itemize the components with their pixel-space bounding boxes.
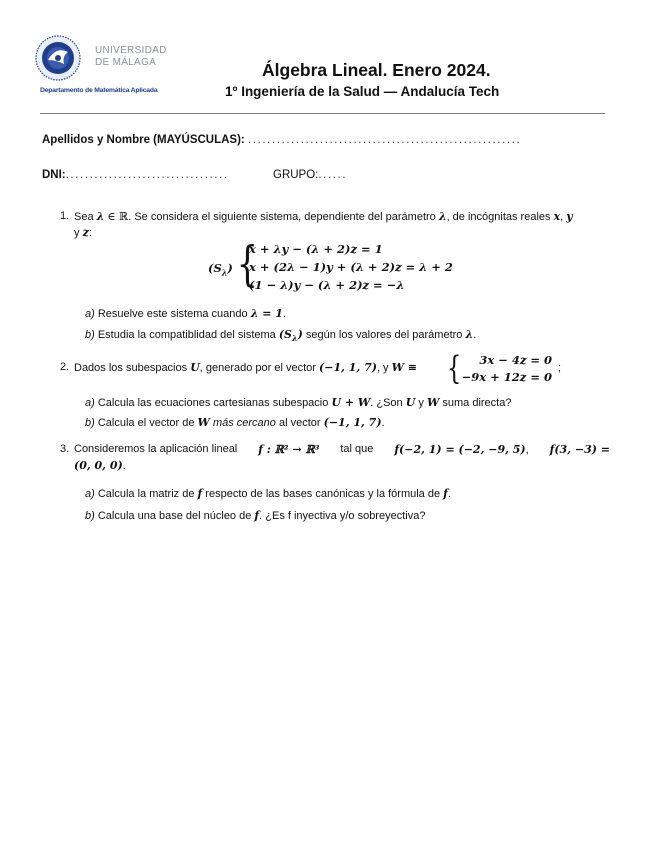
p2b-emph: más cercano <box>212 417 276 429</box>
p3a-text: Calcula la matriz de <box>97 488 195 500</box>
p1a-label: a) <box>85 308 95 320</box>
problem-3a <box>85 486 451 502</box>
university-logo <box>34 34 86 84</box>
p3-intro: Consideremos la aplicación lineal <box>74 443 238 455</box>
problem-1-number: 1. <box>60 210 70 222</box>
p1-var-x: x <box>553 210 561 223</box>
p1a-math: λ = 1 <box>250 307 283 320</box>
p2a-text3: y <box>418 397 424 409</box>
w-eq-1: 3x − 4z = 0 <box>479 353 552 367</box>
p2a-math2: U <box>405 396 416 409</box>
p1a-text: Resuelve este sistema cuando <box>97 308 248 320</box>
p1b-math2: λ <box>465 328 474 341</box>
university-line2: DE MÁLAGA <box>95 57 157 68</box>
p1-colon: : <box>88 227 92 239</box>
p1-and: y <box>74 227 80 239</box>
p3b-math: f <box>254 509 260 522</box>
p2-var-u: U <box>190 361 200 374</box>
p2-intro: Dados los subespacios <box>74 362 188 374</box>
name-label: Apellidos y Nombre (MAYÚSCULAS): <box>42 134 245 146</box>
p1b-label: b) <box>85 329 95 341</box>
group-field[interactable] <box>273 169 347 181</box>
dni-label: DNI: <box>42 169 66 181</box>
p3-line-2 <box>74 458 610 474</box>
p3b-text: Calcula una base del núcleo de <box>97 510 252 522</box>
p1b-math-sub: λ <box>292 333 298 344</box>
name-field[interactable] <box>42 134 521 146</box>
p1-lambda: λ <box>96 210 105 223</box>
problem-1-statement <box>74 209 610 241</box>
p3-map: f : ℝ² → ℝ³ <box>258 443 320 456</box>
system-eq-3: (1 − λ)y − (λ + 2)z = −λ <box>249 278 405 292</box>
university-seal-icon <box>34 34 86 84</box>
p1-intro-b: . Se considera el siguiente sistema, dependiente del parámetro <box>128 211 436 223</box>
page-subtitle: 1º Ingeniería de la Salud — Andalucía Tech <box>225 84 500 99</box>
header-divider <box>40 113 605 114</box>
p2b-end: . <box>381 417 385 429</box>
p2b-text2: al vector <box>278 417 321 429</box>
name-dots: ......................................................... <box>247 134 522 146</box>
p3b-text2: . ¿Es f inyectiva y/o sobreyectiva? <box>259 510 426 522</box>
problem-3-statement <box>74 442 610 474</box>
w-eq-2: −9x + 12z = 0 <box>461 370 552 384</box>
p1a-end: . <box>282 308 287 320</box>
p3-sep: , <box>525 444 529 456</box>
p2a-text: Calcula las ecuaciones cartesianas subespacio <box>97 397 329 409</box>
system-equations <box>249 240 453 294</box>
p1b-text2: según los valores del parámetro <box>305 329 463 341</box>
problem-1a <box>85 306 286 322</box>
p3a-end: . <box>447 488 451 500</box>
p3-cond1: f(−2, 1) = (−2, −9, 5) <box>394 443 526 456</box>
problem-3-number: 3. <box>60 443 70 455</box>
dni-dots: .................................. <box>65 169 229 181</box>
p1b-math-close: ) <box>297 328 303 341</box>
system-name: (S <box>208 261 222 275</box>
system-s-lambda-label <box>208 259 233 281</box>
problem-1b <box>85 327 476 346</box>
system-eq-1: x + λy − (λ + 2)z = 1 <box>249 242 383 256</box>
w-system-equations <box>460 352 552 386</box>
p2b-label: b) <box>85 417 95 429</box>
dni-field[interactable] <box>42 169 229 181</box>
group-dots: ...... <box>318 169 348 181</box>
p2-tail: ; <box>558 362 562 374</box>
p2-intro-b: , generado por el vector <box>199 362 316 374</box>
p1-var-z: z <box>82 226 89 239</box>
p3-end: . <box>122 460 126 472</box>
p3-line-1 <box>74 442 610 458</box>
p2-intro-c: , y <box>376 362 389 374</box>
p2-var-w: W ≡ <box>391 361 418 374</box>
group-label: GRUPO: <box>273 169 319 181</box>
p1b-end: . <box>473 329 477 341</box>
p1-intro-c: , de incógnitas reales <box>446 211 551 223</box>
system-brace-icon: { <box>236 236 258 292</box>
problem-2b <box>85 415 385 431</box>
problem-2a <box>85 395 511 411</box>
p2b-math2: (−1, 1, 7) <box>323 416 382 429</box>
p2a-math3: W <box>426 396 440 409</box>
p2a-math: U + W <box>331 396 371 409</box>
p1-intro-a: Sea <box>74 211 94 223</box>
w-system-brace-icon: { <box>447 349 462 387</box>
p3-cond3: (0, 0, 0) <box>74 459 123 472</box>
p2a-text4: suma directa? <box>442 397 512 409</box>
p1b-text: Estudia la compatiblidad del sistema <box>97 329 276 341</box>
university-name <box>95 45 167 69</box>
page-title: Álgebra Lineal. Enero 2024. <box>262 60 491 80</box>
p3a-label: a) <box>85 488 95 500</box>
p3b-label: b) <box>85 510 95 522</box>
p2b-math: W <box>197 416 210 429</box>
p2a-label: a) <box>85 397 95 409</box>
problem-3b <box>85 508 425 524</box>
p3a-math: f <box>197 487 203 500</box>
department-name: Departamento de Matemática Aplicada <box>40 87 158 94</box>
system-eq-2: x + (2λ − 1)y + (λ + 2)z = λ + 2 <box>249 260 453 274</box>
p1-var-y: y <box>566 210 573 223</box>
p1-lambda-2: λ <box>438 210 447 223</box>
p1-in-r: ∈ ℝ <box>107 210 129 223</box>
p3a-math2: f <box>443 487 448 500</box>
university-line1: UNIVERSIDAD <box>95 45 167 56</box>
system-name-close: ) <box>227 261 233 275</box>
p3-cond2: f(3, −3) = <box>549 443 610 456</box>
p2b-text: Calcula el vector de <box>97 417 195 429</box>
p3-intro-b: tal que <box>340 443 374 455</box>
p2a-text2: . ¿Son <box>370 397 403 409</box>
system-name-sub: λ <box>221 267 228 278</box>
problem-2-statement <box>74 360 417 376</box>
p2-vector: (−1, 1, 7) <box>319 361 377 374</box>
p3a-text2: respecto de las bases canónicas y la fórmula de <box>205 488 441 500</box>
p1b-math: (S <box>278 328 292 341</box>
p1-comma: , <box>560 211 564 223</box>
problem-2-number: 2. <box>60 361 70 373</box>
